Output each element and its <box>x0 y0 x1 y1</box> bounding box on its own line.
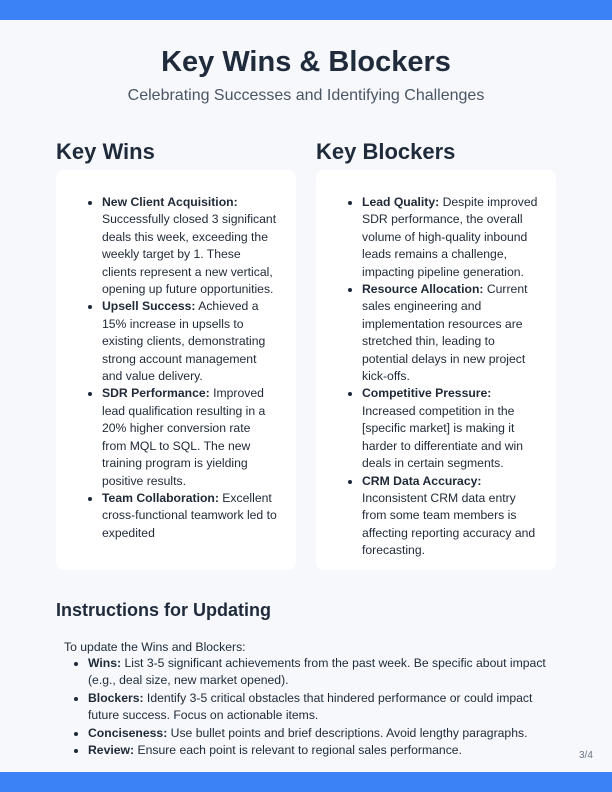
instruction-item-label: Conciseness: <box>88 725 168 740</box>
blocker-item-label: Competitive Pressure: <box>362 386 492 401</box>
blocker-item <box>362 473 538 560</box>
wins-card <box>56 170 296 570</box>
instruction-item <box>88 655 558 690</box>
blocker-item <box>362 281 538 385</box>
instruction-item <box>88 725 558 742</box>
win-item <box>102 298 278 385</box>
instruction-item-text: Identify 3-5 critical obstacles that hindered performance or could impact future success. Focus on actionable items. <box>88 690 533 723</box>
blocker-item-label: Lead Quality: <box>362 195 440 209</box>
page-number: 3/4 <box>579 750 593 761</box>
blockers-list <box>316 170 556 560</box>
blocker-item <box>362 194 538 281</box>
win-item-label: SDR Performance: <box>102 386 210 401</box>
instruction-item-text: List 3-5 significant achievements from the past week. Be specific about impact (e.g., deal size, new market opened). <box>88 656 546 688</box>
win-item-label: Upsell Success: <box>102 299 196 314</box>
win-item <box>102 194 278 298</box>
instructions-intro: To update the Wins and Blockers: <box>64 640 246 654</box>
instructions-list <box>88 655 558 759</box>
blocker-item-text: Inconsistent CRM data entry from some team members is affecting reporting accuracy and forecasting. <box>362 490 536 558</box>
blocker-item-label: CRM Data Accuracy: <box>362 473 482 488</box>
top-accent-bar <box>0 0 612 20</box>
win-item-text: Improved lead qualification resulting in a 20% higher conversion rate from MQL to SQL. The new training program is yielding positive results. <box>102 386 266 488</box>
win-item-label: New Client Acquisition: <box>102 195 238 209</box>
bottom-accent-bar <box>0 772 612 792</box>
blocker-item-text: Increased competition in the [specific market] is making it harder to differentiate and win deals in certain segments. <box>362 403 524 471</box>
instruction-item-text: Ensure each point is relevant to regional sales performance. <box>134 743 462 758</box>
blocker-item-label: Resource Allocation: <box>362 282 484 297</box>
instruction-item-label: Wins: <box>88 656 122 670</box>
blocker-item-text: Despite improved SDR performance, the overall volume of high-quality inbound leads remains a challenge, impacting pipeline generation. <box>362 195 538 279</box>
blocker-item-text: Current sales engineering and implementation resources are stretched thin, leading to potential delays in new project kick-offs. <box>362 282 528 384</box>
page-title: Key Wins & Blockers <box>161 46 451 78</box>
wins-list <box>56 170 296 542</box>
win-item <box>102 385 278 489</box>
blockers-heading: Key Blockers <box>316 139 456 164</box>
instructions-heading: Instructions for Updating <box>56 600 271 620</box>
instruction-item-label: Review: <box>88 743 135 758</box>
blocker-item <box>362 385 538 472</box>
win-item <box>102 490 278 542</box>
blockers-card <box>316 170 556 570</box>
win-item-text: Excellent cross-functional teamwork led to expedited <box>102 490 277 540</box>
instruction-item-label: Blockers: <box>88 690 144 705</box>
win-item-text: Successfully closed 3 significant deals this week, exceeding the weekly target by 1. These clients represent a new vertical, opening up future opportunities. <box>102 212 277 297</box>
instruction-item-text: Use bullet points and brief descriptions. Avoid lengthy paragraphs. <box>167 725 528 740</box>
win-item-label: Team Collaboration: <box>102 490 219 505</box>
instruction-item <box>88 742 558 759</box>
instruction-item <box>88 690 558 725</box>
wins-heading: Key Wins <box>56 139 155 164</box>
page-subtitle: Celebrating Successes and Identifying Challenges <box>127 87 485 104</box>
win-item-text: Achieved a 15% increase in upsells to existing clients, demonstrating strong account management and value delivery. <box>102 299 266 384</box>
